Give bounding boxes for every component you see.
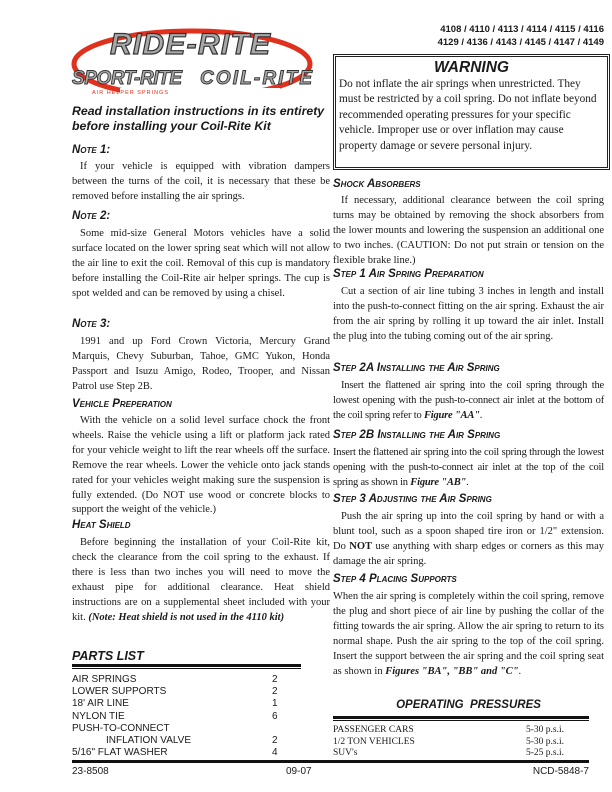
svg-text:RIDE-RITE: RIDE-RITE (110, 28, 270, 61)
svg-text:SPORT-RITE: SPORT-RITE (72, 68, 182, 89)
heat-shield-heading: Heat Shield (72, 519, 131, 531)
part-numbers-line: 4129 / 4136 / 4143 / 4145 / 4147 / 4149 (437, 36, 604, 48)
vehicle-preparation-text: With the vehicle on a solid level surface chock the front wheels. Raise the vehicle using a lift or platform jack rated for your vehicle weight to lift the rear wheels off the surface. Remove the rear wheels. Lower the vehicle onto jack stands rated for your vehicles weight making sure the suspension is fully extended. (Do NOT use wood or concrete blocks to support the weight of the vehicle.) (72, 415, 330, 516)
step-4-text (333, 590, 604, 679)
step-3-text (333, 510, 604, 570)
vehicle-type: PASSENGER CARS (333, 725, 414, 735)
pressure-value: 5-25 p.s.i. (526, 748, 564, 758)
warning-box (333, 54, 610, 170)
note-2-heading: Note 2: (72, 210, 111, 222)
heat-shield-note: (Note: Heat shield is not used in the 4110 kit) (88, 611, 285, 623)
heat-shield-text (72, 536, 330, 625)
part-qty: 2 (272, 686, 278, 698)
vehicle-preparation-heading: Vehicle Preperation (72, 398, 172, 410)
part-qty (272, 723, 312, 735)
note-3-heading: Note 3: (72, 318, 111, 330)
figure-aa-ref: Figure "AA" (423, 409, 480, 421)
intro-heading: Read installation instructions in its entirety before installing your Coil-Rite Kit (72, 104, 325, 133)
parts-list-item (72, 723, 312, 735)
parts-list-title: PARTS LIST (72, 649, 144, 663)
pressure-row (333, 725, 564, 737)
part-name: 18' AIR LINE (72, 698, 129, 710)
step-2a-heading: Step 2A Installing the Air Spring (333, 362, 500, 374)
part-qty: 1 (272, 698, 278, 710)
vehicle-type: SUV's (333, 748, 358, 758)
ride-rite-logo (60, 22, 320, 102)
parts-list-rule-thin (72, 668, 301, 669)
shock-absorbers-heading: Shock Absorbers (333, 178, 421, 190)
footer-rule (72, 760, 589, 763)
pressures-rule-thin (333, 720, 589, 721)
warning-text: Do not inflate the air springs when unrestricted. They must be restricted by a coil spring. Do not inflate beyond recommended operating pressures for your specific vehicle. Improper use or over inflation may cause property damage or severe personal injury. (339, 78, 597, 152)
operating-pressures-table (333, 725, 564, 760)
step-1-text: Cut a section of air line tubing 3 inches in length and install into the push-to-connect fitting on the air spring. Exhaust the air from the air spring by rolling it up toward the air inlet. Install the plug into the tubing coming out of the air spring. (333, 286, 604, 342)
parts-list-item (72, 735, 312, 747)
part-numbers (438, 24, 604, 49)
step-3-body-end: use anything with sharp edges or corners as this may damage the air spring. (333, 540, 604, 567)
pressure-row (333, 737, 564, 749)
step-4-heading: Step 4 Placing Supports (333, 573, 457, 585)
svg-text:AIR HELPER SPRINGS: AIR HELPER SPRINGS (92, 90, 169, 96)
part-qty: 6 (272, 710, 278, 722)
period: . (466, 476, 469, 488)
figures-ref: Figures "BA", "BB" and "C" (385, 665, 519, 677)
parts-list-item (72, 711, 312, 723)
operating-pressures-title: OPERATING PRESSURES (396, 699, 541, 711)
parts-list-item (72, 698, 312, 710)
warning-title: WARNING (434, 59, 509, 76)
step-2b-text (333, 446, 604, 491)
part-name: INFLATION VALVE (106, 735, 192, 747)
svg-text:COIL-RITE: COIL-RITE (200, 68, 312, 89)
vehicle-type: 1/2 TON VEHICLES (333, 736, 415, 747)
pressures-rule (333, 716, 589, 719)
heat-shield-body: Before beginning the installation of your Coil-Rite kit, check the clearance from the coil spring to the exhaust. If there is less than two inches you will need to move the exhaust pipe for additional clearance. Heat shield instructions are on a supplemental sheet included with your kit. (72, 537, 330, 623)
part-name: LOWER SUPPORTS (72, 686, 167, 698)
period: . (479, 409, 483, 421)
footer-center: 09-07 (286, 766, 312, 777)
part-name: 5/16" FLAT WASHER (72, 747, 168, 759)
step-3-body: Push the air spring up into the coil spring by hand or with a blunt tool, such as a spoon shaped tire iron or 1/2" extension. Do (333, 511, 604, 552)
parts-list-item (72, 747, 312, 759)
part-qty: 2 (272, 735, 278, 747)
parts-list-item (72, 674, 312, 686)
step-2a-text (333, 379, 604, 424)
not-emphasis: NOT (349, 540, 373, 552)
note-1-text: If your vehicle is equipped with vibration dampers between the turns of the coil, it is necessary that these be removed before installing the air springs. (72, 161, 330, 202)
period: . (518, 665, 522, 677)
parts-list-rule (72, 664, 301, 667)
pressure-value: 5-30 p.s.i. (526, 725, 564, 735)
footer-left: 23-8508 (72, 766, 109, 777)
note-3-text: 1991 and up Ford Crown Victoria, Mercury Grand Marquis, Chevy Suburban, Tahoe, GMC Yukon, Honda Passport and Isuzu Amigo, Rodeo, Trooper, and Nissan Patrol use Step 2B. (72, 336, 330, 392)
step-2a-body: Insert the flattened air spring into the coil spring through the lowest opening with the push-to-connect air inlet at the bottom of the coil spring refer to (333, 380, 604, 421)
pressure-row (333, 748, 564, 760)
figure-ab-ref: Figure "AB" (410, 476, 467, 488)
part-name: AIR SPRINGS (72, 674, 137, 685)
part-qty: 2 (272, 674, 278, 685)
parts-list-item (72, 686, 312, 698)
part-numbers-line: 4108 / 4110 / 4113 / 4114 / 4115 / 4116 (440, 24, 604, 35)
step-2b-heading: Step 2B Installing the Air Spring (333, 429, 501, 441)
footer-right: NCD-5848-7 (532, 766, 589, 777)
shock-absorbers-text: If necessary, additional clearance between the coil spring turns may be obtained by removing the shock absorbers from the lower mounts and lowering the suspension an additional one to two inches. (CAUTION: Do not put strain or tension on the flexible brake line.) (333, 195, 604, 266)
step-1-heading: Step 1 Air Spring Preparation (333, 268, 484, 280)
part-name: PUSH-TO-CONNECT (72, 722, 170, 734)
part-qty: 4 (272, 747, 278, 759)
step-2b-body: Insert the flattened air spring into the coil spring through the lowest opening with the push-to-connect air inlet at the top of the coil spring as shown in (333, 447, 604, 488)
note-2-text: Some mid-size General Motors vehicles have a solid surface located on the lower spring seat which will not allow the air line to exit the coil. Removal of this cup is mandatory before installing the Coil-Rite air helper springs. The cup is spot welded and can be removed by using a chisel. (72, 228, 330, 299)
note-1-heading: Note 1: (72, 144, 111, 156)
pressure-value: 5-30 p.s.i. (526, 736, 564, 747)
parts-list (72, 674, 312, 759)
step-4-body: When the air spring is completely within the coil spring, remove the plug and short piece of air line by pushing the collar of the fitting towards the air spring. Allow the air spring to return to its normal shape. Push the air spring to the top of the coil spring. Insert the support between the air spring and the coil spring seat as shown in (333, 591, 604, 677)
part-name: NYLON TIE (72, 710, 125, 722)
step-3-heading: Step 3 Adjusting the Air Spring (333, 493, 492, 505)
